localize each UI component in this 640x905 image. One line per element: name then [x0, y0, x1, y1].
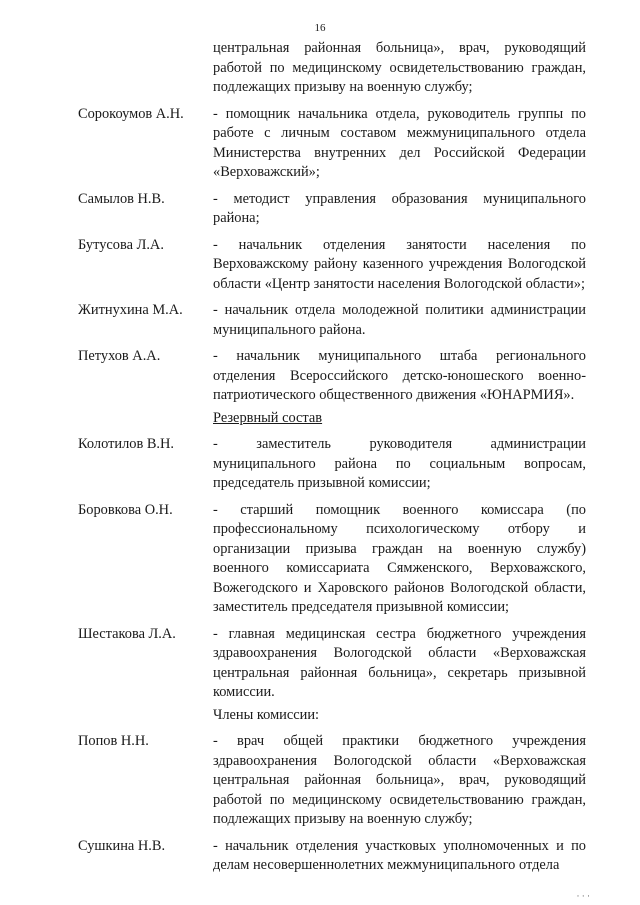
member-entry [78, 501, 586, 618]
commission-list-reserve [78, 435, 586, 703]
page-number: 16 [314, 22, 326, 34]
continued-paragraph: центральная районная больница», врач, руководящий работой по медицинскому освидетельствованию граждан, подлежащих призыву на военную службу; [213, 40, 586, 95]
member-name: Попов Н.Н. [78, 733, 149, 749]
member-entry [78, 105, 586, 183]
member-name: Петухов А.А. [78, 348, 161, 364]
member-position: - методист управления образования муниципального района; [213, 190, 586, 226]
member-entry [78, 435, 586, 494]
member-entry [78, 190, 586, 229]
member-entry [78, 732, 586, 830]
member-position: - начальник отделения занятости населения по Верховажскому району казенного учреждения Вологодской области «Центр занятости населения Вологодской области»; [213, 236, 586, 292]
member-position: - начальник отдела молодежной политики администрации муниципального района. [213, 302, 586, 338]
member-name: Бутусова Л.А. [78, 236, 164, 253]
member-name: Боровкова О.Н. [78, 501, 173, 518]
member-position: - помощник начальника отдела, руководитель группы по работе с личным составом межмуниципального отдела Министерства внутренних дел Российской Федерации «Верховажский»; [213, 105, 586, 180]
member-name: Сушкина Н.В. [78, 837, 166, 854]
members-heading: Члены комиссии: [213, 706, 320, 723]
member-entry [78, 347, 586, 406]
member-entry [78, 236, 586, 295]
member-name: Самылов Н.В. [78, 190, 165, 207]
member-entry [78, 625, 586, 703]
commission-list-members [78, 732, 586, 876]
member-entry [78, 837, 586, 876]
member-name: Шестакова Л.А. [78, 625, 176, 642]
reserve-heading: Резервный состав [213, 409, 323, 426]
member-name: Житнухина М.А. [78, 302, 183, 318]
member-position: - начальник отделения участковых уполномоченных и по делам несовершеннолетних межмуниципального отдела [213, 837, 586, 873]
member-entry [78, 301, 586, 340]
member-position: - врач общей практики бюджетного учреждения здравоохранения Вологодской области «Верховажская центральная районная больница», врач, руководящий работой по медицинскому освидетельствованию граждан, подлежащих призыву на военную службу; [213, 733, 586, 827]
scan-mark: · · · [576, 891, 590, 901]
member-position: - главная медицинская сестра бюджетного учреждения здравоохранения Вологодской области «Верховажская центральная районная больница», секретарь призывной комиссии. [213, 625, 586, 700]
document-body [78, 39, 586, 876]
member-position: - начальник муниципального штаба регионального отделения Всероссийского детско-юношеского военно-патриотического общественного движения «ЮНАРМИЯ». [213, 348, 586, 403]
member-name: Колотилов В.Н. [78, 436, 175, 452]
member-name: Сорокоумов А.Н. [78, 105, 184, 122]
commission-list-main [78, 105, 586, 406]
member-position: - заместитель руководителя администрации муниципального района по социальным вопросам, председатель призывной комиссии; [213, 436, 586, 491]
member-position: - старший помощник военного комиссара (по профессиональному психологическому отбору и организации призыва граждан на военную службу) военного комиссариата Сямженского, Верховажского, Вожегодского и Харовского районов Вологодской области, заместитель председателя призывной комиссии; [213, 501, 586, 615]
